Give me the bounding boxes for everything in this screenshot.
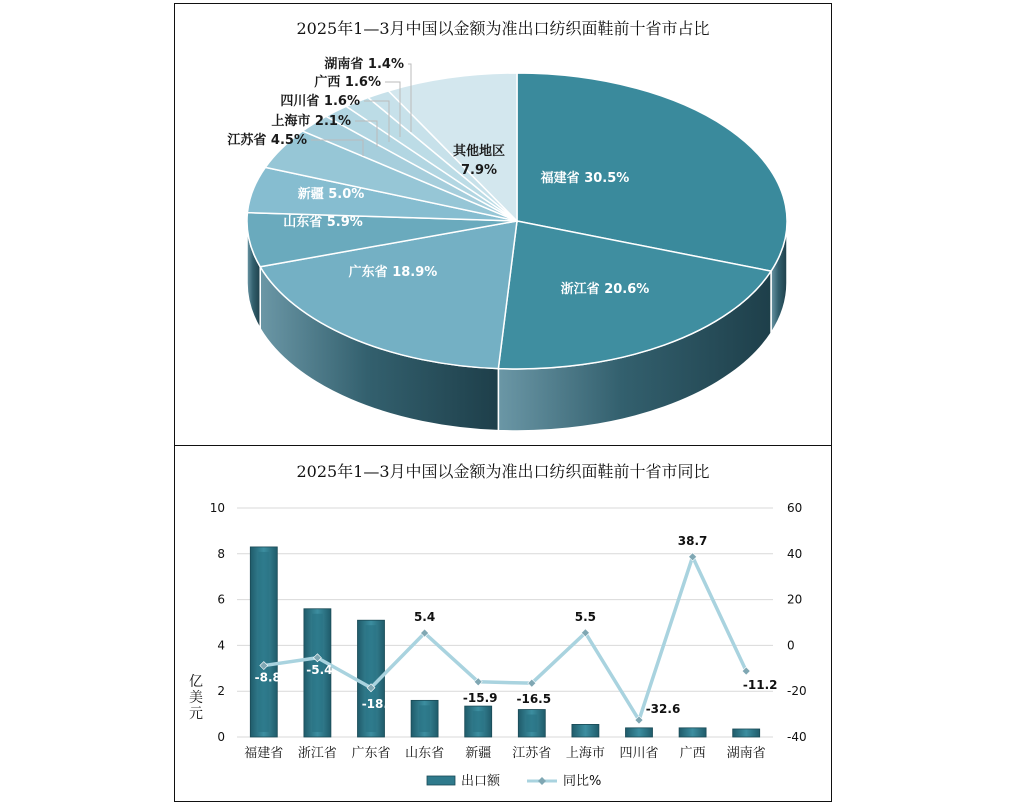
- bar-bevel-新疆: [473, 711, 484, 732]
- bar-湖南省: [733, 729, 760, 737]
- combo-chart: [175, 446, 830, 800]
- y-right-tick: 0: [787, 638, 795, 653]
- pie-chart: [175, 4, 830, 444]
- y-left-tick: 2: [217, 684, 225, 699]
- bar-bevel-广东省: [366, 625, 377, 732]
- combo-chart-panel: [174, 446, 832, 802]
- y-left-tick: 6: [217, 592, 225, 607]
- y-right-tick: 40: [787, 546, 803, 561]
- bar-bevel-福建省: [258, 552, 269, 732]
- y-left-tick: 10: [209, 501, 225, 515]
- svg-text:美: 美: [189, 690, 203, 706]
- pie-label-湖南省: 湖南省 1.4%: [324, 57, 404, 72]
- legend-label-line: 同比%: [563, 774, 602, 789]
- line-label-新疆: -15.9: [462, 690, 498, 705]
- line-label-四川省: -32.6: [645, 702, 681, 717]
- line-label-广西: 38.7: [677, 533, 708, 548]
- line-label-湖南省: -11.2: [742, 678, 778, 693]
- bar-bevel-山东省: [419, 705, 430, 732]
- pie-label-江苏省: 江苏省 4.5%: [227, 133, 307, 148]
- y-right-tick: -40: [787, 730, 807, 744]
- pie-chart-panel: [174, 3, 832, 446]
- pie-label-上海市: 上海市 2.1%: [271, 114, 351, 129]
- bar-四川省: [626, 728, 653, 737]
- y-left-tick: 8: [217, 546, 225, 561]
- y-left-tick: 0: [217, 730, 225, 744]
- line-label-上海市: 5.5: [574, 609, 597, 624]
- y-left-tick: 4: [217, 638, 225, 653]
- x-tick-湖南省: 湖南省: [726, 746, 766, 761]
- svg-text:亿: 亿: [189, 674, 203, 690]
- x-tick-广东省: 广东省: [351, 746, 391, 761]
- line-label-江苏省: -16.5: [516, 692, 552, 707]
- pie-label-四川省: 四川省 1.6%: [280, 94, 360, 109]
- pie-chart-title: 2025年1—3月中国以金额为准出口纺织面鞋前十省市占比: [296, 19, 710, 38]
- legend: [427, 773, 601, 789]
- pie-label-other-value: 7.9%: [460, 163, 498, 178]
- legend-marker-line: [538, 777, 546, 785]
- legend-label-bar: 出口额: [461, 774, 501, 789]
- y-right-tick: 60: [787, 501, 803, 515]
- x-tick-新疆: 新疆: [465, 746, 492, 761]
- x-tick-广西: 广西: [679, 746, 706, 761]
- x-tick-浙江省: 浙江省: [297, 746, 337, 761]
- pie-label-山东省: 山东省 5.9%: [283, 215, 363, 230]
- line-yoy: [264, 557, 746, 720]
- combo-chart-title: 2025年1—3月中国以金额为准出口纺织面鞋前十省市同比: [296, 462, 710, 481]
- y-right-tick: -20: [787, 684, 807, 699]
- x-tick-江苏省: 江苏省: [512, 746, 552, 761]
- line-label-福建省: -8.8: [254, 670, 281, 685]
- bar-广西: [679, 728, 706, 737]
- pie-label-浙江省: 浙江省 20.6%: [560, 282, 650, 297]
- y-right-tick: 20: [787, 592, 803, 607]
- pie-label-广东省: 广东省 18.9%: [348, 265, 438, 280]
- y-left-axis-label: [189, 674, 203, 722]
- x-tick-福建省: 福建省: [244, 746, 284, 761]
- pie-label-新疆: 新疆 5.0%: [297, 187, 365, 202]
- pie-label-福建省: 福建省 30.5%: [540, 171, 630, 186]
- line-label-广东省: -18.5: [361, 696, 397, 711]
- x-tick-山东省: 山东省: [405, 746, 445, 761]
- bar-上海市: [572, 724, 599, 737]
- x-tick-上海市: 上海市: [565, 746, 605, 761]
- bar-bevel-江苏省: [526, 715, 537, 732]
- svg-text:元: 元: [189, 706, 203, 722]
- line-label-山东省: 5.4: [413, 610, 436, 625]
- legend-swatch-bar: [427, 776, 455, 785]
- x-tick-四川省: 四川省: [619, 746, 659, 761]
- line-label-浙江省: -5.4: [306, 662, 333, 677]
- pie-label-广西: 广西 1.6%: [314, 75, 381, 90]
- pie-label-other-name: 其他地区: [452, 144, 506, 159]
